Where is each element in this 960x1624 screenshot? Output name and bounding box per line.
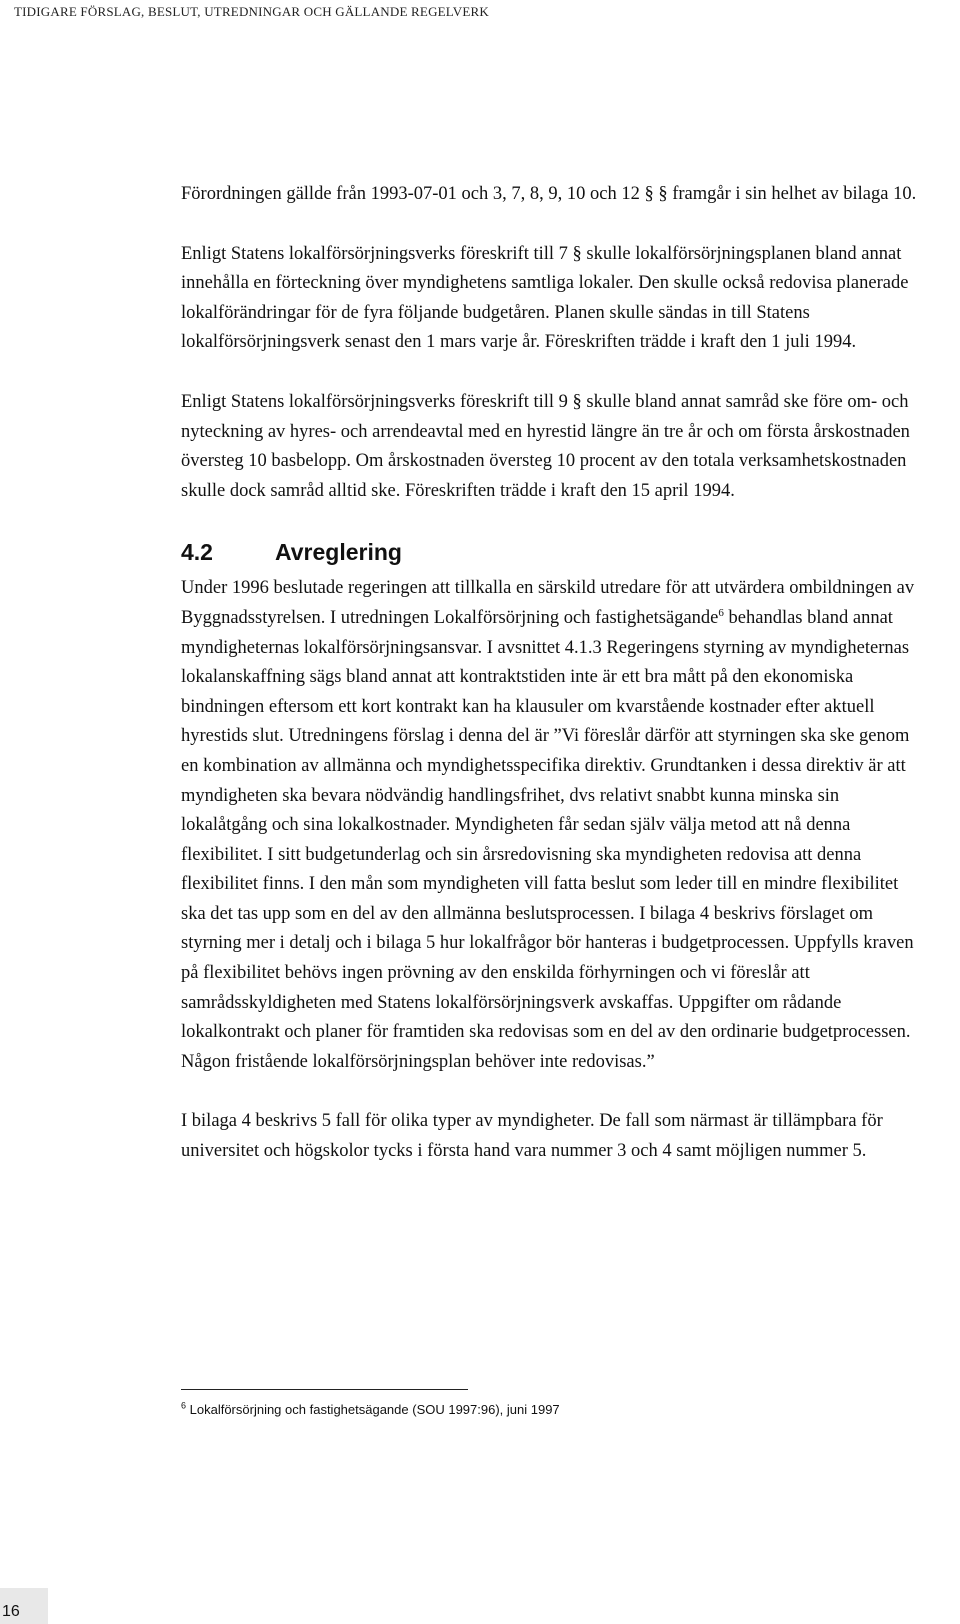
paragraph-deregulation: [181, 574, 926, 1077]
footnote: [181, 1400, 560, 1420]
paragraph-closing: I bilaga 4 beskrivs 5 fall för olika typer av myndigheter. De fall som närmast är tillämpbara för universitet och högskolor tycks i första hand vara nummer 3 och 4 samt möjligen nummer 5.: [181, 1111, 883, 1162]
running-header: TIDIGARE FÖRSLAG, BESLUT, UTREDNINGAR OCH GÄLLANDE REGELVERK: [14, 4, 489, 19]
section-number: 4.2: [181, 539, 213, 566]
page-number: 16: [0, 1588, 48, 1624]
footnote-reference: 6: [718, 606, 724, 619]
section-title: Avreglering: [275, 539, 402, 566]
paragraph-section-7-regulation: Enligt Statens lokalförsörjningsverks föreskrift till 7 § skulle lokalförsörjningsplanen bland annat innehålla en förteckning över myndighetens samtliga lokaler. Den skulle också redovisa planerade lokalförändringar för de fyra följande budgetåren. Planen skulle sändas in till Statens lokalförsörjningsverk senast den 1 mars varje år. Föreskriften trädde i kraft den 1 juli 1994.: [181, 243, 909, 353]
deregulation-text-rest: behandlas bland annat myndigheternas lokalförsörjningsansvar. I avsnittet 4.1.3 Regeringens styrning av myndigheternas lokalanskaffning sägs bland annat att kontraktstiden inte är ett bra mått på den ekonomiska bindningen eftersom ett kort kontrakt kan ha klausuler om kvarstående kostnader efter aktuell hyrestids slut. Utredningens förslag i denna del är ”Vi föreslår därför att styrningen ska ske genom en kombination av allmänna och myndighetsspecifika direktiv. Grundtanken i dessa direktiv är att myndigheten ska bevara nödvändig handlingsfrihet, dvs relativt snabbt kunna minska sin lokalåtgång och sina lokalkostnader. Myndigheten får sedan själv välja metod att nå denna flexibilitet. I sitt budgetunderlag och sin årsredovisning ska myndigheten redovisa att denna flexibilitet finns. I den mån som myndigheten vill fatta beslut som leder till en mindre flexibilitet ska det tas upp som en del av den allmänna beslutsprocessen. I bilaga 4 beskrivs förslaget om styrning mer i detalj och i bilaga 5 hur lokalfrågor bör hanteras i budgetprocessen. Uppfylls kraven på flexibilitet behövs ingen prövning av den enskilda förhyrningen och vi föreslår att samrådsskyldigheten med Statens lokalförsörjningsverk avskaffas. Uppgifter om rådande lokalkontrakt och planer för framtiden ska redovisas som en del av den ordinarie budgetprocessen. Någon fristående lokalförsörjningsplan behöver inte redovisas.”: [181, 607, 914, 1072]
paragraph-ordinance: Förordningen gällde från 1993-07-01 och 3, 7, 8, 9, 10 och 12 § § framgår i sin helhet av bilaga 10.: [181, 184, 917, 204]
footnote-text: Lokalförsörjning och fastighetsägande (SOU 1997:96), juni 1997: [189, 1402, 560, 1417]
deregulation-text-start: Under 1996 beslutade regeringen att tillkalla en särskild utredare för att utvärdera ombildningen av Byggnadsstyrelsen. I utredningen Lokalförsörjning och fastighetsägande: [181, 578, 915, 628]
document-body: [181, 180, 926, 1197]
footnote-marker: 6: [181, 1400, 187, 1411]
footnote-divider: [181, 1389, 468, 1390]
section-heading: [181, 536, 926, 568]
paragraph-section-9-regulation: Enligt Statens lokalförsörjningsverks föreskrift till 9 § skulle bland annat samråd ske före om- och nyteckning av hyres- och arrendeavtal med en hyrestid längre än tre år och om första årskostnaden översteg 10 basbelopp. Om årskostnaden översteg 10 procent av den totala verksamhetskostnaden skulle dock samråd alltid ske. Föreskriften trädde i kraft den 15 april 1994.: [181, 391, 910, 501]
